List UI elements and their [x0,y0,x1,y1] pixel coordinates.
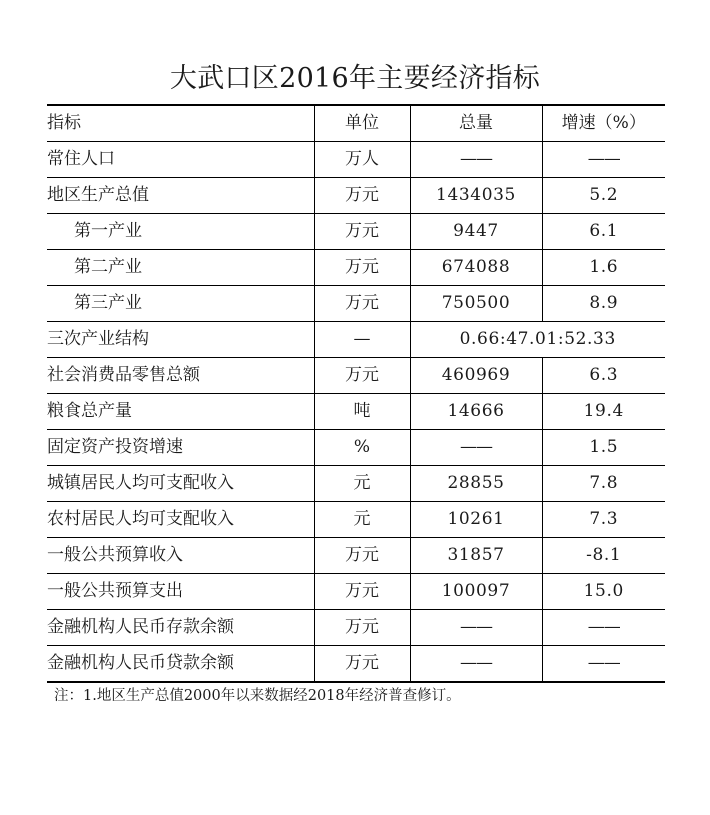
cell-unit: 万元 [314,178,410,214]
cell-indicator: 农村居民人均可支配收入 [47,502,314,538]
no-data-dash: —— [587,653,620,673]
cell-indicator: 第三产业 [47,286,314,322]
table-row [47,358,665,394]
cell-indicator: 三次产业结构 [47,322,314,358]
cell-growth-rate [542,574,665,610]
table-row [47,286,665,322]
cell-growth-rate [542,430,665,466]
cell-total [410,610,542,646]
total-value: 28855 [447,473,505,493]
growth-value: 1.5 [589,437,619,457]
cell-unit: 万元 [314,610,410,646]
no-data-dash: —— [587,149,620,169]
table-row [47,394,665,430]
growth-value: 1.6 [589,257,619,277]
cell-growth-rate [542,610,665,646]
no-data-dash: —— [460,149,492,169]
column-header-total: 总量 [410,105,542,142]
cell-growth-rate [542,466,665,502]
cell-indicator: 常住人口 [47,142,314,178]
table-row [47,214,665,250]
total-value: 674088 [441,257,511,277]
cell-growth-rate [542,538,665,574]
cell-indicator: 金融机构人民币贷款余额 [47,646,314,683]
cell-unit: 吨 [314,394,410,430]
no-data-dash: —— [587,617,620,637]
cell-total [410,430,542,466]
table-row [47,178,665,214]
growth-value: 6.3 [589,365,619,385]
cell-total [410,250,542,286]
cell-indicator: 一般公共预算收入 [47,538,314,574]
cell-unit: — [314,322,410,358]
table-row [47,646,665,683]
cell-total [410,214,542,250]
cell-unit: 万元 [314,574,410,610]
cell-unit: 元 [314,502,410,538]
column-header-indicator: 指标 [47,105,314,142]
no-data-dash: —— [460,653,492,673]
table-header-row [47,105,665,142]
cell-total [410,178,542,214]
table-body [47,142,665,683]
cell-unit: 万元 [314,214,410,250]
total-value: 9447 [453,221,499,241]
cell-total [410,646,542,683]
growth-value: 7.3 [589,509,619,529]
cell-indicator: 城镇居民人均可支配收入 [47,466,314,502]
table-row [47,502,665,538]
cell-unit: % [314,430,410,466]
cell-indicator: 一般公共预算支出 [47,574,314,610]
table-row [47,466,665,502]
cell-growth-rate [542,214,665,250]
cell-total [410,286,542,322]
table-row [47,322,665,358]
cell-unit: 万元 [314,538,410,574]
cell-indicator: 第二产业 [47,250,314,286]
growth-value: 6.1 [589,221,619,241]
cell-total [410,502,542,538]
table-row [47,574,665,610]
table-row [47,610,665,646]
cell-unit: 万元 [314,250,410,286]
cell-total [410,394,542,430]
cell-unit: 万元 [314,286,410,322]
table-row [47,250,665,286]
cell-total-merged: 0.66:47.01:52.33 [410,322,665,358]
no-data-dash: —— [460,437,492,457]
cell-unit: 万元 [314,646,410,683]
column-header-unit: 单位 [314,105,410,142]
cell-unit: 元 [314,466,410,502]
total-value: 750500 [441,293,511,313]
cell-total [410,358,542,394]
total-value: 1434035 [436,185,516,205]
cell-indicator: 社会消费品零售总额 [47,358,314,394]
total-value: 31857 [447,545,505,565]
cell-growth-rate [542,250,665,286]
growth-value: 15.0 [583,581,624,601]
total-value: 100097 [441,581,511,601]
cell-growth-rate [542,394,665,430]
total-value: 10261 [447,509,505,529]
cell-unit: 万人 [314,142,410,178]
cell-total [410,466,542,502]
cell-growth-rate [542,358,665,394]
total-value: 14666 [447,401,505,421]
growth-value: 8.9 [589,293,619,313]
cell-indicator: 地区生产总值 [47,178,314,214]
total-value: 460969 [441,365,511,385]
cell-growth-rate [542,502,665,538]
growth-value: 7.8 [589,473,619,493]
table-footnote: 注：1.地区生产总值2000年以来数据经2018年经济普查修订。 [54,688,461,704]
cell-total [410,142,542,178]
economic-indicators-table-container [47,104,665,683]
cell-indicator: 第一产业 [47,214,314,250]
growth-value: 19.4 [583,401,624,421]
cell-unit: 万元 [314,358,410,394]
table-row [47,142,665,178]
cell-growth-rate [542,286,665,322]
growth-value: -8.1 [586,545,622,565]
cell-growth-rate [542,178,665,214]
cell-total [410,538,542,574]
table-row [47,430,665,466]
cell-growth-rate [542,142,665,178]
cell-indicator: 金融机构人民币存款余额 [47,610,314,646]
table-header [47,105,665,142]
cell-growth-rate [542,646,665,683]
economic-indicators-table [47,104,665,683]
cell-indicator: 固定资产投资增速 [47,430,314,466]
table-row [47,538,665,574]
cell-total [410,574,542,610]
cell-indicator: 粮食总产量 [47,394,314,430]
page-title: 大武口区2016年主要经济指标 [169,63,541,94]
column-header-growth: 增速（%） [542,105,665,142]
no-data-dash: —— [460,617,492,637]
growth-value: 5.2 [589,185,619,205]
